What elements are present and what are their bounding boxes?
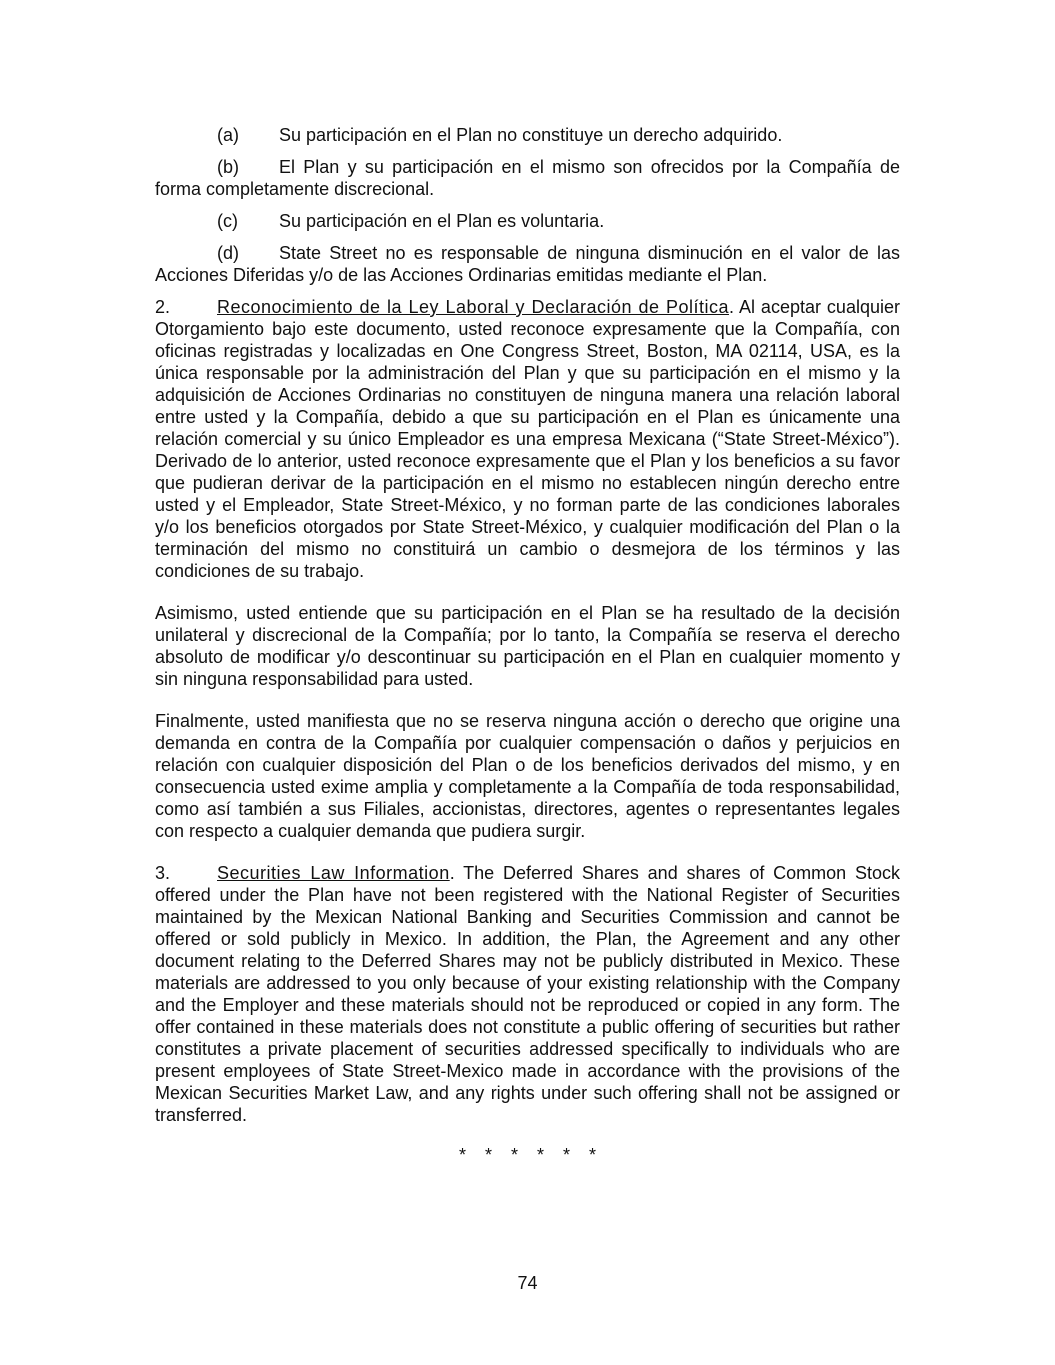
section-number: 2. bbox=[155, 297, 171, 317]
item-text: Su participación en el Plan es voluntaria. bbox=[279, 211, 605, 231]
item-text: State Street no es responsable de ninguna disminución en el valor de las Acciones Diferidas y/o de las Acciones Ordinarias emitidas mediante el Plan. bbox=[155, 243, 900, 285]
item-label: (a) bbox=[217, 125, 239, 145]
section-number: 3. bbox=[155, 863, 171, 883]
section-heading: Reconocimiento de la Ley Laboral y Declaración de Política bbox=[217, 297, 729, 317]
document-body bbox=[155, 124, 900, 1166]
section-2-paragraph-3: Finalmente, usted manifiesta que no se reserva ninguna acción o derecho que origine una demanda en contra de la Compañía por cualquier compensación o daños y perjuicios en relación con cualquier disposición del Plan o de los beneficios derivados del mismo, y en consecuencia usted exime amplia y completamente a la Compañía de toda responsabilidad, como así también a sus Filiales, accionistas, directores, agentes o representantes legales con respecto a cualquier demanda que pudiera surgir. bbox=[155, 711, 900, 841]
item-label: (b) bbox=[217, 157, 239, 177]
section-body: . The Deferred Shares and shares of Common Stock offered under the Plan have not been registered with the National Register of Securities maintained by the Mexican National Banking and Securities Commission and cannot be offered or sold publicly in Mexico. In addition, the Plan, the Agreement and any other document relating to the Deferred Shares may not be publicly distributed in Mexico. These materials are addressed to you only because of your existing relationship with the Company and the Employer and these materials should not be reproduced or copied in any form. The offer contained in these materials does not constitute a public offering of securities but rather constitutes a private placement of securities addressed specifically to individuals who are present employees of State Street-Mexico made in accordance with the provisions of the Mexican Securities Market Law, and any rights under such offering shall not be assigned or transferred. bbox=[155, 863, 900, 1125]
section-heading: Securities Law Information bbox=[217, 863, 450, 883]
item-text: El Plan y su participación en el mismo son ofrecidos por la Compañía de forma completamente discrecional. bbox=[155, 157, 900, 199]
section-2-paragraph-2: Asimismo, usted entiende que su participación en el Plan se ha resultado de la decisión unilateral y discrecional de la Compañía; por lo tanto, la Compañía se reserva el derecho absoluto de modificar y/o descontinuar su participación en el Plan en cualquier momento y sin ninguna responsabilidad para usted. bbox=[155, 603, 900, 689]
list-item-c bbox=[155, 210, 900, 232]
section-2-paragraph bbox=[155, 296, 900, 582]
item-label: (d) bbox=[217, 243, 239, 263]
section-body: . Al aceptar cualquier Otorgamiento bajo este documento, usted reconoce expresamente que la Compañía, con oficinas registradas y localizadas en One Congress Street, Boston, MA 02114, USA, es la única responsable por la administración del Plan y que su participación en el mismo y la adquisición de Acciones Ordinarias no constituyen de ninguna manera una relación laboral entre usted y la Compañía, debido a que su participación en el Plan es únicamente una relación comercial y su único Empleador es una empresa Mexicana (“State Street-México”). Derivado de lo anterior, usted reconoce expresamente que el Plan y los beneficios a su favor que pudieran derivar de la participación en el mismo no establecen ningún derecho entre usted y el Empleador, State Street-México, y no forman parte de las condiciones laborales y/o los beneficios otorgados por State Street-México, y cualquier modificación del Plan o la terminación del mismo no constituirá un cambio o desmejora de los términos y las condiciones de su trabajo. bbox=[155, 297, 900, 581]
separator-stars: * * * * * * bbox=[458, 1145, 604, 1165]
item-text: Su participación en el Plan no constituye un derecho adquirido. bbox=[279, 125, 783, 145]
list-item-d bbox=[155, 242, 900, 286]
list-item-a bbox=[155, 124, 900, 146]
section-3-paragraph bbox=[155, 862, 900, 1126]
list-item-b bbox=[155, 156, 900, 200]
item-label: (c) bbox=[217, 211, 238, 231]
page-number: 74 bbox=[517, 1273, 538, 1293]
